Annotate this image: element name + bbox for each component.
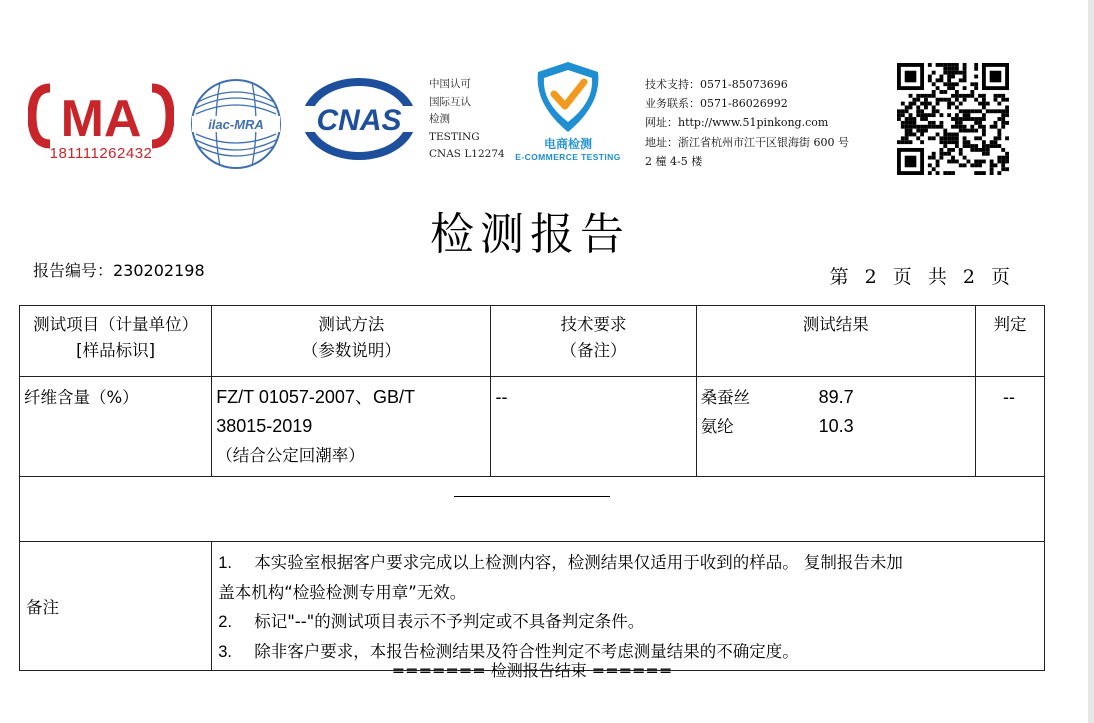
header-text: 技术要求 [560,315,627,334]
notes-label [20,542,212,671]
report-end-marker: ======= 检测报告结束 ====== [391,661,673,680]
header-text: 测试结果 [802,315,869,334]
fiber-name: 桑蚕丝 [700,388,751,407]
header-judgment [975,306,1044,377]
notes-label-text: 备注 [26,598,59,617]
blank-cell [20,477,1045,542]
qr-code [897,63,1009,175]
note-item [218,578,1038,607]
judgment-text: -- [1002,387,1015,407]
note-text: 盖本机构“检验检测专用章”无效。 [218,583,467,602]
cnas-line: 中国认可 [429,78,471,90]
table-header-row [20,306,1045,377]
fiber-value: 89.7 [818,387,854,407]
ecommerce-logo-cn: 电商检测 [543,137,592,151]
header-test-method [212,306,491,377]
ilac-logo-text: ilac-MRA [208,117,264,132]
fiber-name: 氨纶 [700,417,734,436]
result-line [701,383,969,412]
notes-cell [212,542,1045,671]
note-text: 标记"--"的测试项目表示不予判定或不具备判定条件。 [254,612,645,631]
cell-test-method [212,377,491,477]
cell-result [696,377,975,477]
contact-info [645,75,849,171]
cnas-line: TESTING [429,130,480,143]
cnas-accreditation-text [429,76,505,164]
note-number: 2. [218,613,232,631]
website: 网址：http://www.51pinkong.com [645,116,829,130]
note-item [218,607,1038,637]
tech-support-phone: 技术支持：0571-85073696 [645,78,788,91]
note-text: 除非客户要求，本报告检测结果及符合性判定不考虑测量结果的不确定度。 [254,642,799,661]
method-line: FZ/T 01057-2007、GB/T [216,387,415,407]
method-line: （结合公定回潮率） [216,446,365,465]
method-line: 38015-2019 [216,416,313,436]
address-line-2: 2 橦 4-5 楼 [645,154,703,168]
address-line-1: 地址：浙江省杭州市江干区银海街 600 号 [645,135,849,149]
cell-requirement [491,377,696,477]
fiber-value: 10.3 [818,416,854,436]
requirement-text: -- [495,387,508,407]
cell-test-item [20,377,212,477]
cnas-logo [300,76,418,162]
page-edge [1088,0,1094,723]
blank-row [20,477,1045,542]
cell-judgment [975,377,1044,477]
header-result [696,306,975,377]
cma-logo-text: MA [60,90,142,148]
ecommerce-logo-en: E-COMMERCE TESTING [515,152,621,162]
page-number: 第 2 页 共 2 页 [829,266,1015,288]
note-text: 本实验室根据客户要求完成以上检测内容，检测结果仅适用于收到的样品。 复制报告未加 [254,553,903,572]
header-text: 判定 [993,315,1027,334]
header-text: 测试项目（计量单位） [33,315,199,334]
cnas-line: 国际互认 [429,95,471,108]
header-test-item [20,306,212,377]
note-number: 1. [218,554,232,572]
header-text: （备注） [560,341,627,360]
result-line [701,412,969,441]
note-number: 3. [218,643,232,661]
cnas-logo-text: CNAS [316,104,402,137]
header-text: （参数说明） [301,341,401,360]
cma-number: 181111262432 [49,145,153,162]
report-number: 报告编号：230202198 [33,261,205,280]
cnas-line: 检测 [429,113,450,126]
header-text: [样品标识] [76,341,156,360]
test-results-table [19,305,1045,671]
end-of-data-rule [454,496,610,497]
test-item-text: 纤维含量（%） [24,388,139,407]
cnas-line: CNAS L12274 [429,148,505,161]
header-requirement [491,306,696,377]
ilac-mra-logo [190,78,282,170]
report-title: 检测报告 [430,209,630,260]
header-text: 测试方法 [318,315,385,334]
business-phone: 业务联系：0571-86026992 [645,97,788,111]
note-item [218,548,1038,578]
table-row [20,377,1045,477]
notes-row [20,542,1045,671]
